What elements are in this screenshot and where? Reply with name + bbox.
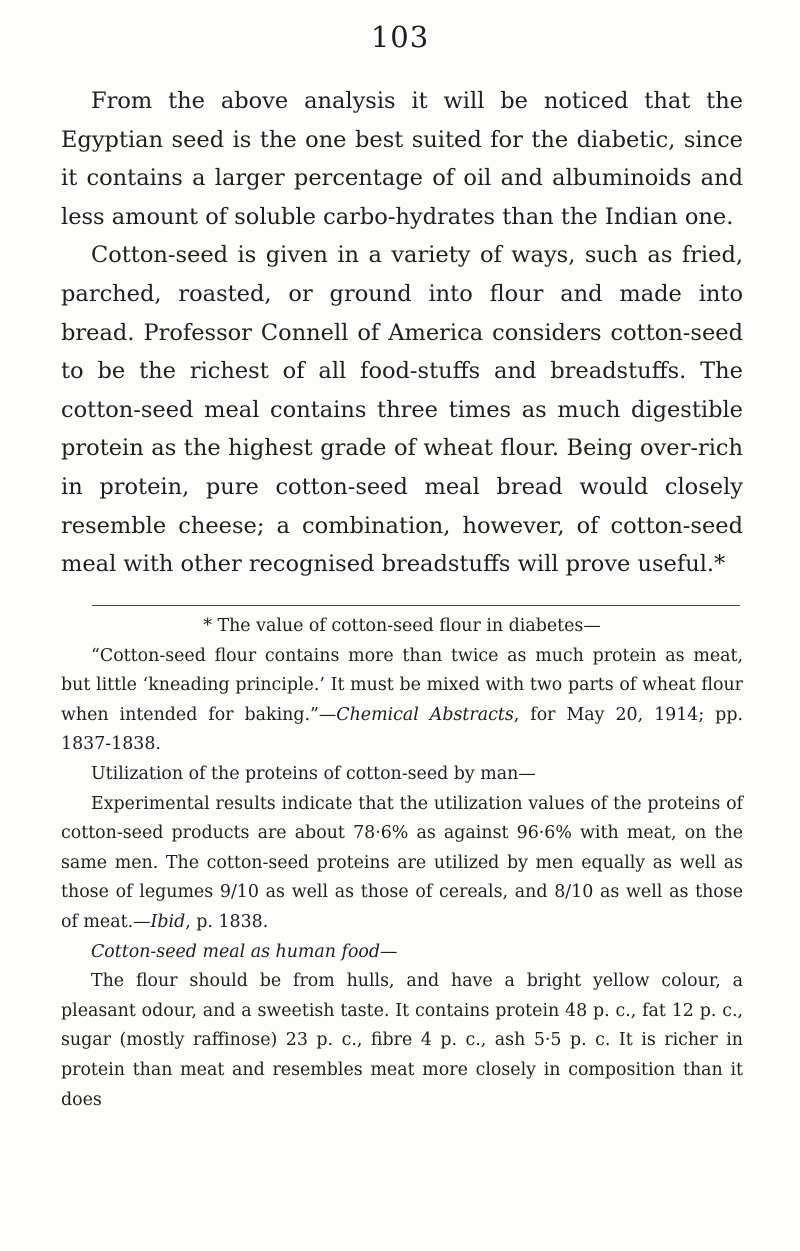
quote-source: Chemical Abstracts	[336, 704, 514, 725]
utilization-citation: , p. 1838.	[185, 911, 269, 932]
footnote	[61, 612, 743, 1115]
quote-text: “Cotton-seed flour contains more than twice as much protein as meat, but little ‘kneading principle.’ It must be mixed with two parts of wheat flour when intended for baking.”—	[61, 645, 743, 725]
page-number: 103	[370, 20, 430, 54]
utilization-paragraph	[61, 790, 743, 938]
food-paragraph: The flour should be from hulls, and have a bright yellow colour, a pleasant odour, and a sweetish taste. It contains protein 48 p. c., fat 12 p. c., sugar (mostly raffinose) 23 p. c., fibre 4 p. c., ash 5·5 p. c. It is richer in protein than meat and resembles meat more closely in composition than it does	[61, 971, 743, 1110]
paragraph-analysis: From the above analysis it will be noticed that the Egyptian seed is the one best suited for the diabetic, since it contains a larger percentage of oil and albuminoids and less amount of soluble carbo-hydrates than the Indian one.	[61, 88, 743, 230]
paragraph-cotton-seed-uses: Cotton-seed is given in a variety of ways, such as fried, parched, roasted, or ground into flour and made into bread. Professor Connell of America considers cotton-seed to be the richest of all food-stuffs and breadstuffs. The cotton-seed meal contains three times as much digestible protein as the highest grade of wheat flour. Being over-rich in protein, pure cotton-seed meal bread would closely resemble cheese; a combination, however, of cotton-seed meal with other recognised breadstuffs will prove useful.*	[61, 242, 743, 578]
footnote-title: * The value of cotton-seed flour in diabetes—	[203, 616, 601, 636]
main-text	[61, 82, 743, 584]
utilization-source: Ibid	[150, 911, 186, 932]
footnote-divider	[92, 605, 740, 606]
food-heading-text: Cotton-seed meal as human food—	[91, 941, 398, 962]
footnote-quote	[61, 642, 743, 760]
quote-citation: , for May 20, 1914; pp. 1837-1838.	[61, 704, 743, 755]
utilization-heading: Utilization of the proteins of cotton-seed by man—	[91, 763, 536, 784]
food-heading	[61, 938, 743, 968]
utilization-text: Experimental results indicate that the utilization values of the proteins of cotton-seed products are about 78·6% as against 96·6% with meat, on the same men. The cotton-seed proteins are utilized by men equally as well as those of legumes 9/10 as well as those of cereals, and 8/10 as well as those of meat.—	[61, 793, 743, 932]
